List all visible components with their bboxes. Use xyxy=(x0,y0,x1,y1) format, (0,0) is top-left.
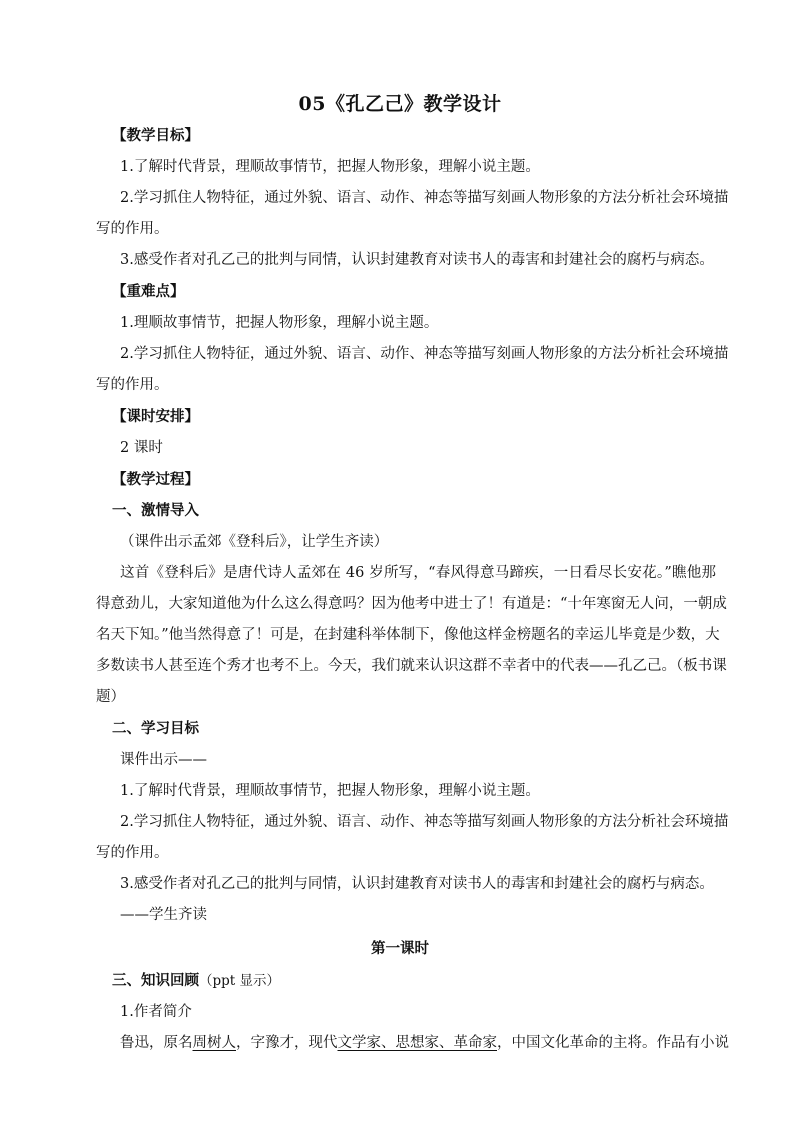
part2-line-6: ——学生齐读 xyxy=(120,907,207,923)
keypoint-1: 1.理顺故事情节，把握人物形象，理解小说主题。 xyxy=(120,315,439,331)
lesson1-heading: 第一课时 xyxy=(371,940,429,957)
part1-line-4: 名天下知。”他当然得意了！可是，在封建科举体制下，像他这样金榜题名的幸运儿毕竟是少数，大 xyxy=(96,627,720,643)
part2-line-1: 课件出示—— xyxy=(120,752,207,768)
bio-line xyxy=(120,1034,729,1052)
part3-note: （ppt 显示） xyxy=(199,973,280,989)
bio-text-2: ，字豫才，现代 xyxy=(236,1035,338,1051)
keypoint-2: 2.学习抓住人物特征，通过外貌、语言、动作、神态等描写刻画人物形象的方法分析社会环境描 xyxy=(120,346,729,362)
process-heading: 【教学过程】 xyxy=(112,471,199,488)
part3-heading-row xyxy=(112,972,732,990)
part1-line-2: 这首《登科后》是唐代诗人孟郊在 46 岁所写，“春风得意马蹄疾，一日看尽长安花。”瞧他那 xyxy=(120,565,716,581)
keypoint-2-cont: 写的作用。 xyxy=(96,377,169,393)
goal-2-cont: 写的作用。 xyxy=(96,221,169,237)
part3-heading: 三、知识回顾 xyxy=(112,972,199,989)
part1-heading: 一、激情导入 xyxy=(112,502,199,519)
schedule-text: 2 课时 xyxy=(120,440,163,456)
goal-2: 2.学习抓住人物特征，通过外貌、语言、动作、神态等描写刻画人物形象的方法分析社会环境描 xyxy=(120,190,729,206)
goals-heading: 【教学目标】 xyxy=(112,127,199,144)
part1-line-5: 多数读书人甚至连个秀才也考不上。今天，我们就来认识这群不幸者中的代表——孔乙己。（板书课 xyxy=(96,658,727,674)
document-title: 05《孔乙己》教学设计 xyxy=(298,93,502,115)
goal-1: 1.了解时代背景，理顺故事情节，把握人物形象，理解小说主题。 xyxy=(120,159,540,175)
bio-underline-name: 周树人 xyxy=(192,1035,236,1051)
part1-line-3: 得意劲儿，大家知道他为什么这么得意吗？因为他考中进士了！有道是：“十年寒窗无人问，一朝成 xyxy=(96,596,727,612)
part3-sub: 1.作者简介 xyxy=(120,1004,192,1020)
part1-line-1: （课件出示孟郊《登科后》，让学生齐读） xyxy=(120,534,389,550)
part2-line-3: 2.学习抓住人物特征，通过外貌、语言、动作、神态等描写刻画人物形象的方法分析社会环境描 xyxy=(120,814,729,830)
part2-line-5: 3.感受作者对孔乙己的批判与同情，认识封建教育对读书人的毒害和封建社会的腐朽与病态。 xyxy=(120,876,714,892)
keypoints-heading: 【重难点】 xyxy=(112,283,185,300)
part2-heading: 二、学习目标 xyxy=(112,720,199,737)
bio-text-3: ，中国文化革命的主将。作品有小说 xyxy=(497,1035,729,1051)
part2-line-2: 1.了解时代背景，理顺故事情节，把握人物形象，理解小说主题。 xyxy=(120,783,540,799)
bio-text-1: 鲁迅，原名 xyxy=(120,1035,193,1051)
schedule-heading: 【课时安排】 xyxy=(112,408,199,425)
bio-underline-roles: 文学家、思想家、革命家 xyxy=(337,1035,497,1051)
part1-line-6: 题） xyxy=(96,689,125,705)
part2-line-4: 写的作用。 xyxy=(96,845,169,861)
goal-3: 3.感受作者对孔乙己的批判与同情，认识封建教育对读书人的毒害和封建社会的腐朽与病态。 xyxy=(120,252,714,268)
